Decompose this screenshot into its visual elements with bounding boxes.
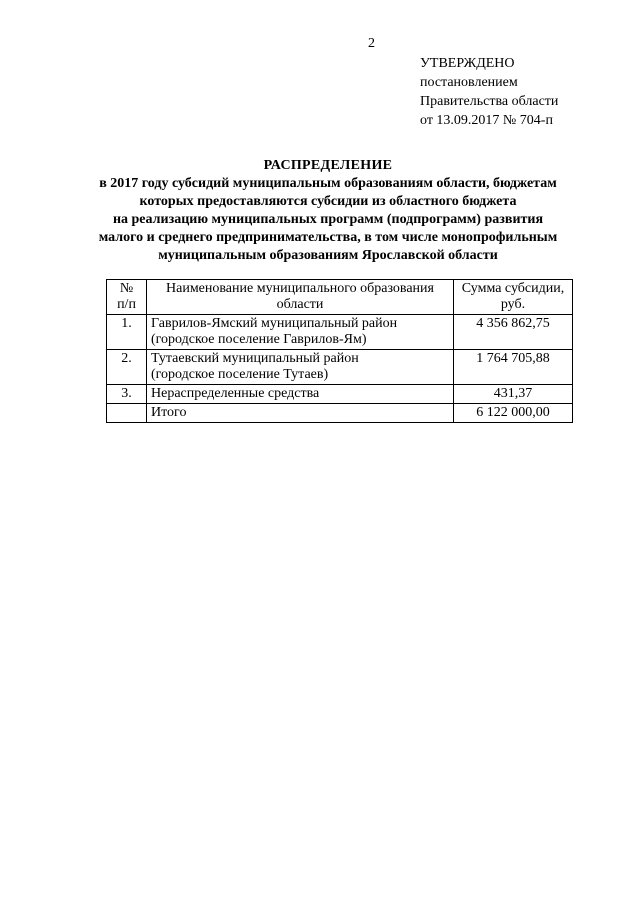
approval-resolution: постановлением [420, 75, 518, 90]
row-number: 1. [107, 315, 147, 350]
heading-line: муниципальным образованиям Ярославской области [158, 248, 498, 263]
page-number: 2 [368, 36, 375, 51]
table-header-row [107, 280, 573, 315]
total-amount: 6 122 000,00 [454, 404, 573, 423]
distribution-table [106, 279, 573, 423]
header-municipality: Наименование муниципального образования области [147, 280, 454, 315]
heading-line: на реализацию муниципальных программ (подпрограмм) развития [112, 212, 544, 227]
row-municipality: Нераспределенные средства [147, 385, 454, 404]
document-heading [92, 157, 564, 265]
approval-date-number: от 13.09.2017 № 704-п [420, 113, 553, 128]
approval-status: УТВЕРЖДЕНО [420, 56, 515, 71]
row-amount: 431,37 [454, 385, 573, 404]
heading-line: малого и среднего предпринимательства, в том числе монопрофильным [98, 230, 558, 245]
table-row [107, 350, 573, 385]
row-number: 2. [107, 350, 147, 385]
row-amount: 4 356 862,75 [454, 315, 573, 350]
row-number: 3. [107, 385, 147, 404]
approval-authority: Правительства области [420, 94, 559, 109]
row-municipality: Тутаевский муниципальный район (городское поселение Тутаев) [147, 350, 454, 385]
header-number: № п/п [107, 280, 147, 315]
heading-line: в 2017 году субсидий муниципальным образованиям области, бюджетам [99, 176, 557, 191]
total-label: Итого [147, 404, 454, 423]
table-row [107, 315, 573, 350]
table-row [107, 385, 573, 404]
heading-line: которых предоставляются субсидии из областного бюджета [139, 194, 517, 209]
document-title: РАСПРЕДЕЛЕНИЕ [263, 158, 393, 173]
approval-stamp [420, 54, 558, 130]
row-municipality: Гаврилов-Ямский муниципальный район (городское поселение Гаврилов-Ям) [147, 315, 454, 350]
total-number [107, 404, 147, 423]
row-amount: 1 764 705,88 [454, 350, 573, 385]
table-total-row [107, 404, 573, 423]
header-subsidy-amount: Сумма субсидии, руб. [454, 280, 573, 315]
